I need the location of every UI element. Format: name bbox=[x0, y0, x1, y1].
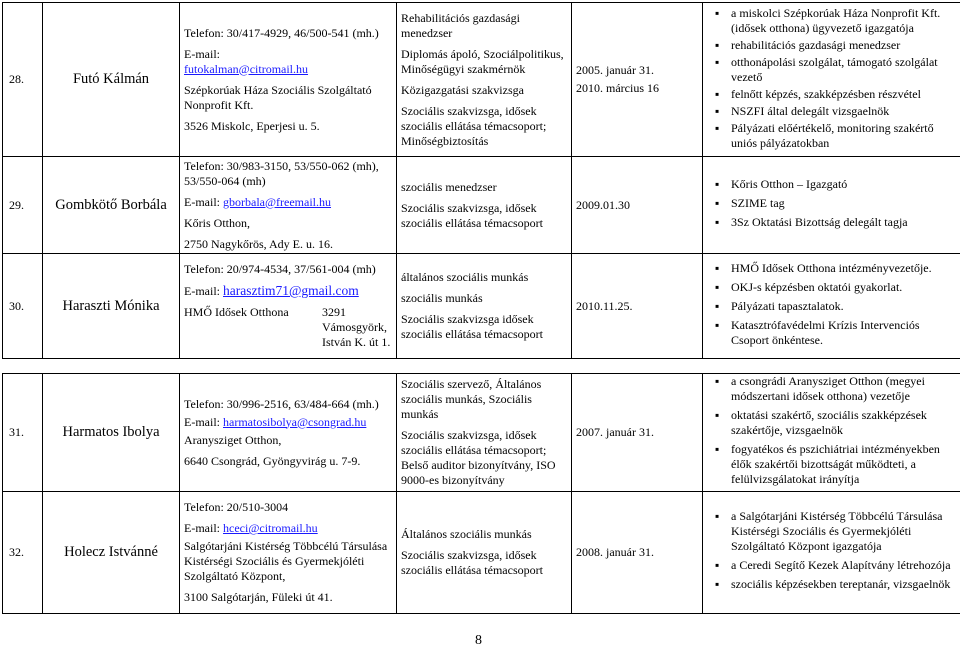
qualification: Rehabilitációs gazdasági menedzser bbox=[401, 10, 520, 40]
address: 3291 Vámosgyörk, István K. út 1. bbox=[322, 305, 391, 349]
email-link[interactable]: harmatosibolya@csongrad.hu bbox=[223, 414, 367, 429]
email-link[interactable]: hceci@citromail.hu bbox=[223, 521, 318, 535]
qualification: Általános szociális munkás bbox=[401, 527, 532, 541]
table-row bbox=[3, 374, 960, 492]
role-item: ▪ szociális képzésekben tereptanár, vizsgaelnök bbox=[731, 577, 956, 592]
date-cell bbox=[572, 157, 703, 254]
qualification-cell bbox=[397, 3, 572, 157]
role-item: ▪ oktatási szakértő, szociális szakképzések szakértője, vizsgaelnök bbox=[731, 408, 956, 438]
email-label: E-mail: bbox=[184, 284, 220, 298]
table-row bbox=[3, 254, 960, 359]
role-item: ▪ Katasztrófavédelmi Krízis Intervenciós Csoport önkéntese. bbox=[731, 318, 956, 348]
role-item: ▪ HMŐ Idősek Otthona intézményvezetője. bbox=[731, 261, 956, 276]
contact-cell bbox=[180, 157, 397, 254]
role-item: ▪ Pályázati tapasztalatok. bbox=[731, 299, 956, 314]
email-label: E-mail: bbox=[184, 194, 220, 209]
date: 2005. január 31. bbox=[576, 63, 654, 77]
qualification: Közigazgatási szakvizsga bbox=[401, 82, 524, 97]
email-label: E-mail: bbox=[184, 521, 220, 535]
qualification-cell bbox=[397, 492, 572, 614]
organization: Salgótarjáni Kistérség Többcélú Társulása Kistérségi Szociális és Gyermekjóléti Szolgáltató Központ, bbox=[184, 539, 388, 583]
row-number: 29. bbox=[3, 157, 43, 254]
date-cell bbox=[572, 492, 703, 614]
date-cell bbox=[572, 3, 703, 157]
date: 2010.11.25. bbox=[576, 298, 633, 313]
row-separator bbox=[3, 359, 960, 374]
organization: Aranysziget Otthon, bbox=[184, 432, 282, 447]
qualification-cell bbox=[397, 254, 572, 359]
person-name: Haraszti Mónika bbox=[43, 254, 180, 359]
date: 2010. március 16 bbox=[576, 81, 659, 95]
person-name: Gombkötő Borbála bbox=[43, 157, 180, 254]
date: 2009.01.30 bbox=[576, 197, 630, 212]
qualification: szociális munkás bbox=[401, 291, 483, 305]
email-link[interactable]: gborbala@freemail.hu bbox=[223, 194, 332, 209]
qualification-cell bbox=[397, 157, 572, 254]
contact-cell bbox=[180, 3, 397, 157]
roles-cell bbox=[703, 157, 960, 254]
role-item: ▪ fogyatékos és pszichiátriai intézményekben élők szakértői bizottságát működteti, a felülvizsgálatokat irányítja bbox=[731, 442, 956, 487]
role-item: ▪ rehabilitációs gazdasági menedzser bbox=[731, 38, 956, 53]
role-item: ▪ a csongrádi Aranysziget Otthon (megyei módszertani idősek otthona) vezetője bbox=[731, 374, 956, 404]
row-number: 28. bbox=[3, 3, 43, 157]
qualification: Szociális szakvizsga, idősek szociális ellátása témacsoport; Minőségbiztosítás bbox=[401, 103, 547, 148]
qualification-cell bbox=[397, 374, 572, 492]
qualification: Szociális szervező, Általános szociális munkás, Szociális munkás bbox=[401, 377, 542, 421]
role-item: ▪ otthonápolási szolgálat, támogató szolgálat vezető bbox=[731, 55, 956, 85]
row-number: 30. bbox=[3, 254, 43, 359]
organization: Kőris Otthon, bbox=[184, 215, 250, 230]
address: 2750 Nagykőrös, Ady E. u. 16. bbox=[184, 236, 333, 251]
contact-cell bbox=[180, 254, 397, 359]
qualification: Szociális szakvizsga, idősek szociális ellátása témacsoport; Belső auditor bizonyítvány, ISO 9000-es bizonyítvány bbox=[401, 428, 556, 487]
date-cell bbox=[572, 374, 703, 492]
date-cell bbox=[572, 254, 703, 359]
date: 2008. január 31. bbox=[576, 545, 654, 559]
address: 3526 Miskolc, Eperjesi u. 5. bbox=[184, 118, 320, 133]
table-row bbox=[3, 492, 960, 614]
role-item: ▪ a Ceredi Segítő Kezek Alapítvány létrehozója bbox=[731, 558, 956, 573]
roles-cell bbox=[703, 254, 960, 359]
roles-cell bbox=[703, 3, 960, 157]
qualification: Szociális szakvizsga, idősek szociális ellátása témacsoport bbox=[401, 200, 543, 230]
role-item: ▪ SZIME tag bbox=[731, 196, 956, 211]
qualification: Szociális szakvizsga idősek szociális ellátása témacsoport bbox=[401, 312, 543, 341]
email-link[interactable]: harasztim71@gmail.com bbox=[223, 283, 359, 298]
qualification: szociális menedzser bbox=[401, 179, 497, 194]
table-row bbox=[3, 3, 960, 157]
email-label: E-mail: bbox=[184, 414, 220, 429]
qualification: Szociális szakvizsga, idősek szociális ellátása témacsoport bbox=[401, 548, 543, 577]
role-item: ▪ NSZFI által delegált vizsgaelnök bbox=[731, 104, 956, 119]
qualification: általános szociális munkás bbox=[401, 270, 529, 284]
person-name: Harmatos Ibolya bbox=[43, 374, 180, 492]
contact-cell bbox=[180, 492, 397, 614]
contact-cell bbox=[180, 374, 397, 492]
phone: Telefon: 30/417-4929, 46/500-541 (mh.) bbox=[184, 25, 379, 40]
role-item: ▪ a Salgótarjáni Kistérség Többcélú Társulása Kistérségi Szociális és Gyermekjóléti Szolgáltató Központ igazgatója bbox=[731, 509, 956, 554]
email-link[interactable]: futokalman@citromail.hu bbox=[184, 61, 309, 76]
person-name: Holecz Istvánné bbox=[43, 492, 180, 614]
row-number: 32. bbox=[3, 492, 43, 614]
role-item: ▪ 3Sz Oktatási Bizottság delegált tagja bbox=[731, 215, 956, 230]
phone: Telefon: 20/510-3004 bbox=[184, 500, 289, 514]
date: 2007. január 31. bbox=[576, 425, 654, 439]
role-item: ▪ Kőris Otthon – Igazgató bbox=[731, 177, 956, 192]
role-item: ▪ OKJ-s képzésben oktatói gyakorlat. bbox=[731, 280, 956, 295]
organization: Szépkorúak Háza Szociális Szolgáltató Nonprofit Kft. bbox=[184, 82, 372, 112]
organization: HMŐ Idősek Otthona bbox=[184, 305, 289, 319]
page-number: 8 bbox=[475, 633, 482, 648]
role-item: ▪ Pályázati előértékelő, monitoring szakértő uniós pályázatokban bbox=[731, 121, 956, 151]
person-name: Futó Kálmán bbox=[43, 3, 180, 157]
roles-cell bbox=[703, 492, 960, 614]
role-item: ▪ a miskolci Szépkorúak Háza Nonprofit Kft. (idősek otthona) ügyvezető igazgatója bbox=[731, 6, 956, 36]
phone: Telefon: 30/983-3150, 53/550-062 (mh), 53/550-064 (mh) bbox=[184, 158, 379, 188]
phone: Telefon: 20/974-4534, 37/561-004 (mh) bbox=[184, 262, 376, 276]
role-item: ▪ felnőtt képzés, szakképzésben részvétel bbox=[731, 87, 956, 102]
roles-cell bbox=[703, 374, 960, 492]
email-label: E-mail: bbox=[184, 46, 220, 61]
address: 6640 Csongrád, Gyöngyvirág u. 7-9. bbox=[184, 453, 361, 468]
phone: Telefon: 30/996-2516, 63/484-664 (mh.) bbox=[184, 396, 379, 411]
expert-table bbox=[2, 2, 960, 614]
table-row bbox=[3, 157, 960, 254]
address: 3100 Salgótarján, Füleki út 41. bbox=[184, 590, 333, 604]
qualification: Diplomás ápoló, Szociálpolitikus, Minőségügyi szakmérnök bbox=[401, 46, 564, 76]
row-number: 31. bbox=[3, 374, 43, 492]
